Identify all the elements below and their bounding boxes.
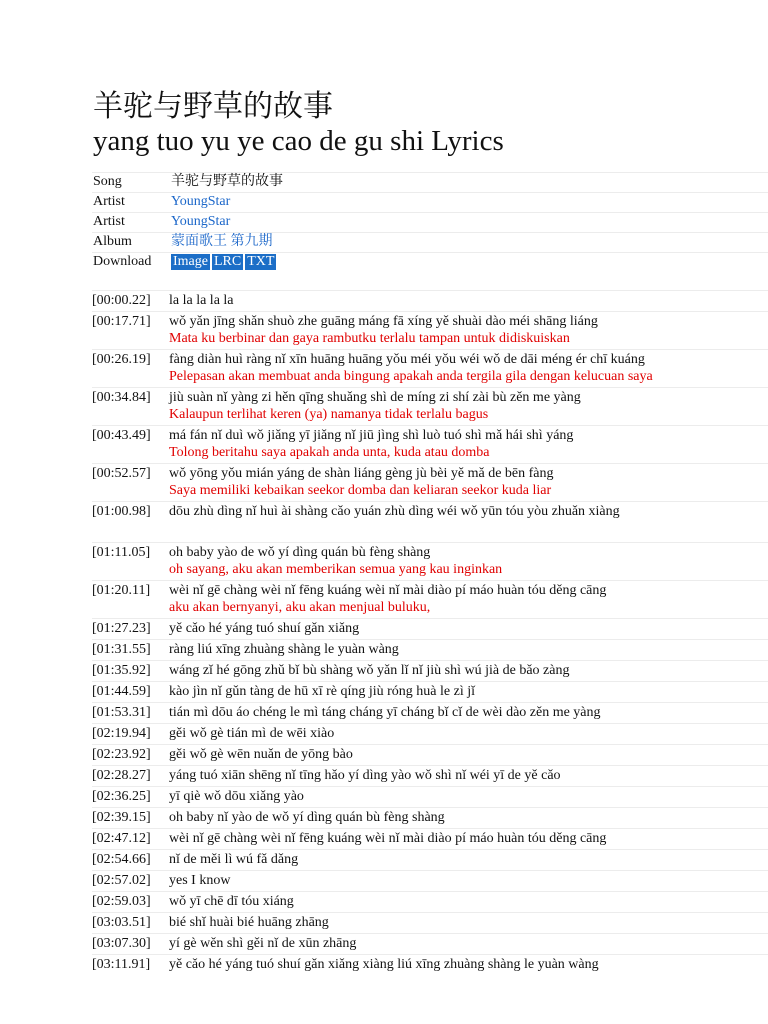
lyric-line: ràng liú xīng zhuàng shàng le yuàn wàng bbox=[169, 642, 399, 657]
lyric-timestamp: [02:59.03] bbox=[92, 892, 169, 913]
info-row-artist bbox=[92, 213, 768, 233]
lyric-line: wèi nǐ gē chàng wèi nǐ fēng kuáng wèi nǐ mài diào pí máo huàn tóu děng cāng bbox=[169, 583, 607, 598]
lyrics-table bbox=[92, 290, 768, 975]
lyric-timestamp: [02:39.15] bbox=[92, 808, 169, 829]
lyric-text-cell bbox=[169, 350, 768, 388]
lyric-row bbox=[92, 934, 768, 955]
lyric-timestamp: [00:17.71] bbox=[92, 312, 169, 350]
lyric-text-cell bbox=[169, 850, 768, 871]
lyric-text-cell bbox=[169, 892, 768, 913]
lyric-line: oh baby yào de wǒ yí dìng quán bù fèng shàng bbox=[169, 545, 431, 560]
download-txt-button[interactable]: TXT bbox=[247, 254, 275, 269]
lyric-timestamp: [01:53.31] bbox=[92, 703, 169, 724]
lyric-timestamp: [01:44.59] bbox=[92, 682, 169, 703]
lyric-row bbox=[92, 913, 768, 934]
lyric-line: bié shǐ huài bié huāng zhāng bbox=[169, 915, 329, 930]
lyric-text-cell bbox=[169, 426, 768, 464]
lyric-line: wǒ yōng yǒu mián yáng de shàn liáng gèng jù bèi yě mǎ de bēn fàng bbox=[169, 466, 554, 481]
lyric-row bbox=[92, 955, 768, 976]
lyric-line: yě cǎo hé yáng tuó shuí gǎn xiǎng xiàng liú xīng zhuàng shàng le yuàn wàng bbox=[169, 957, 599, 972]
artist-label: Artist bbox=[92, 213, 170, 233]
lyric-line: kào jìn nǐ gǔn tàng de hū xī rè qíng jiù róng huà le zì jǐ bbox=[169, 684, 475, 699]
lyric-text-cell bbox=[169, 703, 768, 724]
lyric-timestamp: [03:07.30] bbox=[92, 934, 169, 955]
song-info-table bbox=[92, 172, 768, 273]
album-label: Album bbox=[92, 233, 170, 253]
lyric-row bbox=[92, 682, 768, 703]
lyric-timestamp: [02:28.27] bbox=[92, 766, 169, 787]
lyric-timestamp: [00:34.84] bbox=[92, 388, 169, 426]
lyric-row bbox=[92, 312, 768, 350]
lyric-row bbox=[92, 464, 768, 502]
lyric-text-cell bbox=[169, 829, 768, 850]
lyric-row bbox=[92, 850, 768, 871]
lyric-line: oh baby nǐ yào de wǒ yí dìng quán bù fèng shàng bbox=[169, 810, 445, 825]
info-row-song bbox=[92, 173, 768, 193]
lyric-text-cell bbox=[169, 913, 768, 934]
song-value: 羊驼与野草的故事 bbox=[170, 173, 768, 193]
lyric-timestamp: [02:57.02] bbox=[92, 871, 169, 892]
page-title-lyrics: yang tuo yu ye cao de gu shi Lyrics bbox=[93, 125, 504, 157]
lyric-timestamp: [02:47.12] bbox=[92, 829, 169, 850]
lyric-row bbox=[92, 388, 768, 426]
lyric-timestamp: [00:43.49] bbox=[92, 426, 169, 464]
lyric-row bbox=[92, 766, 768, 787]
lyric-row bbox=[92, 724, 768, 745]
lyric-line: wèi nǐ gē chàng wèi nǐ fēng kuáng wèi nǐ mài diào pí máo huàn tóu děng cāng bbox=[169, 831, 607, 846]
lyric-timestamp: [00:52.57] bbox=[92, 464, 169, 502]
lyric-text-cell bbox=[169, 502, 768, 543]
lyric-row bbox=[92, 640, 768, 661]
lyric-line: fàng diàn huì ràng nǐ xīn huāng huāng yǒu méi yǒu wéi wǒ de dāi méng ér chī kuáng bbox=[169, 352, 645, 367]
lyric-line: gěi wǒ gè wēn nuǎn de yōng bào bbox=[169, 747, 353, 762]
info-row-download bbox=[92, 253, 768, 274]
lyric-row bbox=[92, 619, 768, 640]
lyric-text-cell bbox=[169, 808, 768, 829]
lyric-timestamp: [01:20.11] bbox=[92, 581, 169, 619]
lyric-line: tián mì dōu áo chéng le mì táng cháng yī cháng bǐ cǐ de wèi dào zěn me yàng bbox=[169, 705, 601, 720]
lyric-timestamp: [01:35.92] bbox=[92, 661, 169, 682]
lyric-row bbox=[92, 703, 768, 724]
lyric-timestamp: [00:26.19] bbox=[92, 350, 169, 388]
info-row-album bbox=[92, 233, 768, 253]
lyric-text-cell bbox=[169, 787, 768, 808]
lyric-row bbox=[92, 871, 768, 892]
lyric-line: wǒ yǎn jīng shǎn shuò zhe guāng máng fā xíng yě shuài dào méi shāng liáng bbox=[169, 314, 598, 329]
artist-link[interactable]: YoungStar bbox=[171, 214, 231, 229]
album-link[interactable]: 蒙面歌王 第九期 bbox=[171, 234, 273, 249]
lyric-line: yī qiè wǒ dōu xiǎng yào bbox=[169, 789, 304, 804]
lyric-line: má fán nǐ duì wǒ jiǎng yī jiǎng nǐ jiū jìng shì luò tuó shì mǎ hái shì yáng bbox=[169, 428, 574, 443]
lyric-line: yě cǎo hé yáng tuó shuí gǎn xiǎng bbox=[169, 621, 360, 636]
lyric-row bbox=[92, 426, 768, 464]
lyric-timestamp: [02:54.66] bbox=[92, 850, 169, 871]
lyric-timestamp: [02:36.25] bbox=[92, 787, 169, 808]
lyric-text-cell bbox=[169, 871, 768, 892]
lyric-text-cell bbox=[169, 291, 768, 312]
lyric-row bbox=[92, 829, 768, 850]
lyric-timestamp: [01:27.23] bbox=[92, 619, 169, 640]
lyric-row bbox=[92, 745, 768, 766]
lyric-timestamp: [01:11.05] bbox=[92, 543, 169, 581]
lyric-text-cell bbox=[169, 312, 768, 350]
lyric-row bbox=[92, 808, 768, 829]
lyric-text-cell bbox=[169, 581, 768, 619]
lyric-timestamp: [02:19.94] bbox=[92, 724, 169, 745]
lyric-text-cell bbox=[169, 745, 768, 766]
lyric-timestamp: [00:00.22] bbox=[92, 291, 169, 312]
lyric-row bbox=[92, 787, 768, 808]
lyric-line: nǐ de měi lì wú fǎ dǎng bbox=[169, 852, 299, 867]
lyric-translation: Tolong beritahu saya apakah anda unta, kuda atau domba bbox=[169, 445, 490, 460]
song-label: Song bbox=[92, 173, 170, 193]
lyric-timestamp: [03:11.91] bbox=[92, 955, 169, 976]
lyric-text-cell bbox=[169, 543, 768, 581]
lyric-timestamp: [01:31.55] bbox=[92, 640, 169, 661]
lyric-line: gěi wǒ gè tián mì de wēi xiào bbox=[169, 726, 335, 741]
lyric-line: wǒ yī chē dī tóu xiáng bbox=[169, 894, 294, 909]
lyric-row bbox=[92, 543, 768, 581]
lyric-line: yes I know bbox=[169, 873, 231, 888]
lyric-line: yí gè wěn shì gěi nǐ de xūn zhāng bbox=[169, 936, 357, 951]
lyric-translation: oh sayang, aku akan memberikan semua yang kau inginkan bbox=[169, 562, 503, 577]
lyric-text-cell bbox=[169, 682, 768, 703]
lyric-line: yáng tuó xiān shēng nǐ tīng hǎo yí dìng yào wǒ shì nǐ wéi yī de yě cǎo bbox=[169, 768, 561, 783]
artist-label: Artist bbox=[92, 193, 170, 213]
lyric-text-cell bbox=[169, 640, 768, 661]
lyric-translation: Saya memiliki kebaikan seekor domba dan keliaran seekor kuda liar bbox=[169, 483, 552, 498]
lyric-translation: Kalaupun terlihat keren (ya) namanya tidak terlalu bagus bbox=[169, 407, 489, 422]
download-image-button[interactable]: Image bbox=[173, 254, 208, 269]
lyric-line: dōu zhù dìng nǐ huì ài shàng cǎo yuán zhù dìng wéi wǒ yūn tóu yòu zhuǎn xiàng bbox=[169, 504, 620, 519]
lyric-text-cell bbox=[169, 619, 768, 640]
lyric-text-cell bbox=[169, 388, 768, 426]
lyric-text-cell bbox=[169, 934, 768, 955]
lyric-timestamp: [03:03.51] bbox=[92, 913, 169, 934]
page-title-chinese: 羊驼与野草的故事 bbox=[93, 90, 333, 123]
lyric-row bbox=[92, 502, 768, 543]
lyric-timestamp: [02:23.92] bbox=[92, 745, 169, 766]
lyric-line: jiù suàn nǐ yàng zi hěn qīng shuǎng shì de míng zi shí zài bù zěn me yàng bbox=[169, 390, 581, 405]
lyric-text-cell bbox=[169, 661, 768, 682]
download-label: Download bbox=[92, 253, 170, 274]
lyric-row bbox=[92, 661, 768, 682]
lyric-text-cell bbox=[169, 766, 768, 787]
lyric-text-cell bbox=[169, 955, 768, 976]
artist-link[interactable]: YoungStar bbox=[171, 194, 231, 209]
lyric-row bbox=[92, 291, 768, 312]
lyric-translation: aku akan bernyanyi, aku akan menjual buluku, bbox=[169, 600, 431, 615]
lyric-timestamp: [01:00.98] bbox=[92, 502, 169, 543]
lyric-text-cell bbox=[169, 464, 768, 502]
lyric-row bbox=[92, 581, 768, 619]
lyric-line: la la la la la bbox=[169, 293, 234, 308]
info-row-artist bbox=[92, 193, 768, 213]
lyric-line: wáng zǐ hé gōng zhǔ bǐ bù shàng wǒ yǎn lǐ nǐ jiù shì wú jià de bǎo zàng bbox=[169, 663, 570, 678]
lyric-text-cell bbox=[169, 724, 768, 745]
lyric-row bbox=[92, 350, 768, 388]
lyric-row bbox=[92, 892, 768, 913]
lyric-translation: Pelepasan akan membuat anda bingung apakah anda tergila gila dengan kelucuan saya bbox=[169, 369, 653, 384]
lyric-translation: Mata ku berbinar dan gaya rambutku terlalu tampan untuk didiskuiskan bbox=[169, 331, 570, 346]
download-lrc-button[interactable]: LRC bbox=[213, 254, 242, 269]
